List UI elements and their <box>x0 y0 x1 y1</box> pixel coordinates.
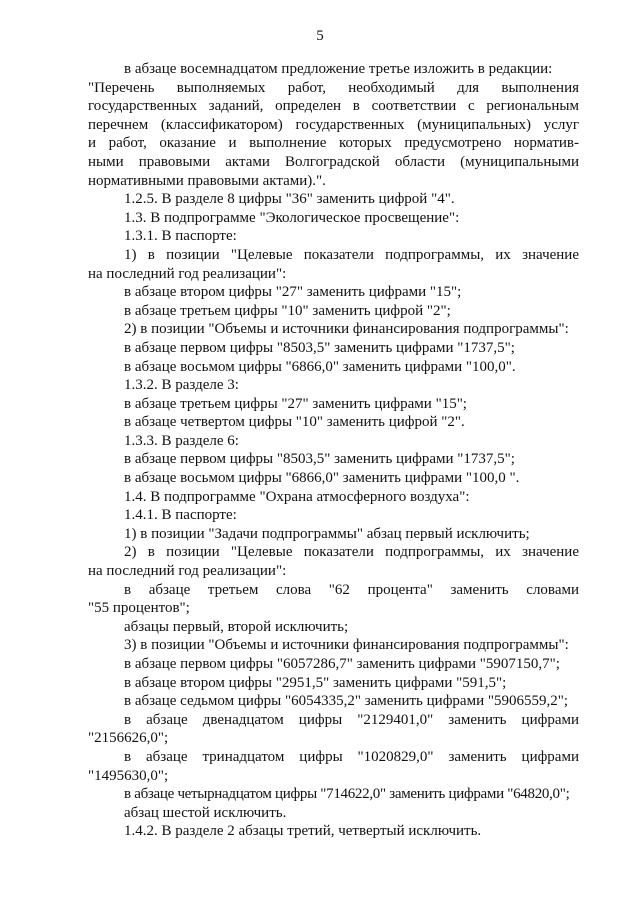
text-line: 1.2.5. В разделе 8 цифры "36" заменить цифрой "4". <box>124 191 455 208</box>
text-line: ными правовыми актами Волгоградской области (муниципальными <box>88 153 579 170</box>
text-line: в абзаце тринадцатом цифры "1020829,0" заменить цифрами <box>124 748 579 765</box>
text-line: абзац шестой исключить. <box>124 804 287 821</box>
text-line: 1.4.1. В паспорте: <box>124 507 237 524</box>
text-line: в абзаце восьмом цифры "6866,0" заменить цифрами "100,0 ". <box>124 470 520 487</box>
text-line: 1.3.3. В разделе 6: <box>124 432 239 449</box>
text-line: государственных заданий, определен в соответствии с региональным <box>88 98 579 115</box>
text-line: в абзаце третьем цифры "27" заменить цифрами "15"; <box>124 395 467 412</box>
text-line: и работ, оказание и выполнение которых предусмотрено норматив- <box>88 135 579 152</box>
text-line: в абзаце седьмом цифры "6054335,2" заменить цифрами "5906559,2"; <box>124 693 569 710</box>
text-line: в абзаце восемнадцатом предложение третье изложить в редакции: <box>124 61 553 77</box>
page-number: 5 <box>316 28 324 44</box>
document-body <box>88 60 579 841</box>
text-line: "Перечень выполняемых работ, необходимый для выполнения <box>88 79 579 96</box>
text-line: в абзаце третьем цифры "10" заменить цифрой "2"; <box>124 302 451 319</box>
text-line: в абзаце четвертом цифры "10" заменить цифрой "2". <box>124 414 465 431</box>
text-line: в абзаце четырнадцатом цифры "714622,0" заменить цифрами "64820,0"; <box>124 786 570 803</box>
text-line: в абзаце двенадцатом цифры "2129401,0" заменить цифрами <box>124 711 579 728</box>
text-line: 1.3.2. В разделе 3: <box>124 377 239 394</box>
text-line: абзацы первый, второй исключить; <box>124 618 349 635</box>
text-line: 1.3. В подпрограмме "Экологическое просвещение": <box>124 209 460 226</box>
text-line: в абзаце первом цифры "6057286,7" заменить цифрами "5907150,7"; <box>124 656 560 672</box>
text-line: "1495630,0"; <box>88 767 169 784</box>
text-line: 1.3.1. В паспорте: <box>124 228 237 245</box>
text-line: в абзаце первом цифры "8503,5" заменить цифрами "1737,5"; <box>124 339 515 356</box>
text-line: нормативными правовыми актами).". <box>88 172 326 189</box>
text-line: на последний год реализации": <box>88 563 287 580</box>
text-line: "55 процентов"; <box>88 600 190 617</box>
text-line: перечнем (классификатором) государственных (муниципальных) услуг <box>88 116 579 133</box>
text-line: в абзаце втором цифры "27" заменить цифрами "15"; <box>124 284 462 301</box>
text-line: "2156626,0"; <box>88 730 169 747</box>
text-line: в абзаце восьмом цифры "6866,0" заменить цифрами "100,0". <box>124 358 516 375</box>
text-line: 1.4.2. В разделе 2 абзацы третий, четвертый исключить. <box>124 823 482 840</box>
text-line: 1) в позиции "Целевые показатели подпрограммы, их значение <box>124 246 579 263</box>
text-line: 1.4. В подпрограмме "Охрана атмосферного воздуха": <box>124 488 470 505</box>
text-line: в абзаце первом цифры "8503,5" заменить цифрами "1737,5"; <box>124 451 515 468</box>
text-line: в абзаце втором цифры "2951,5" заменить цифрами "591,5"; <box>124 674 507 691</box>
text-line: 2) в позиции "Целевые показатели подпрограммы, их значение <box>124 544 579 561</box>
text-line: 1) в позиции "Задачи подпрограммы" абзац первый исключить; <box>124 525 530 542</box>
text-line: 3) в позиции "Объемы и источники финансирования подпрограммы": <box>124 637 569 654</box>
text-line: в абзаце третьем слова "62 процента" заменить словами <box>124 581 579 598</box>
text-line: на последний год реализации": <box>88 265 287 282</box>
text-line: 2) в позиции "Объемы и источники финансирования подпрограммы": <box>124 321 569 338</box>
